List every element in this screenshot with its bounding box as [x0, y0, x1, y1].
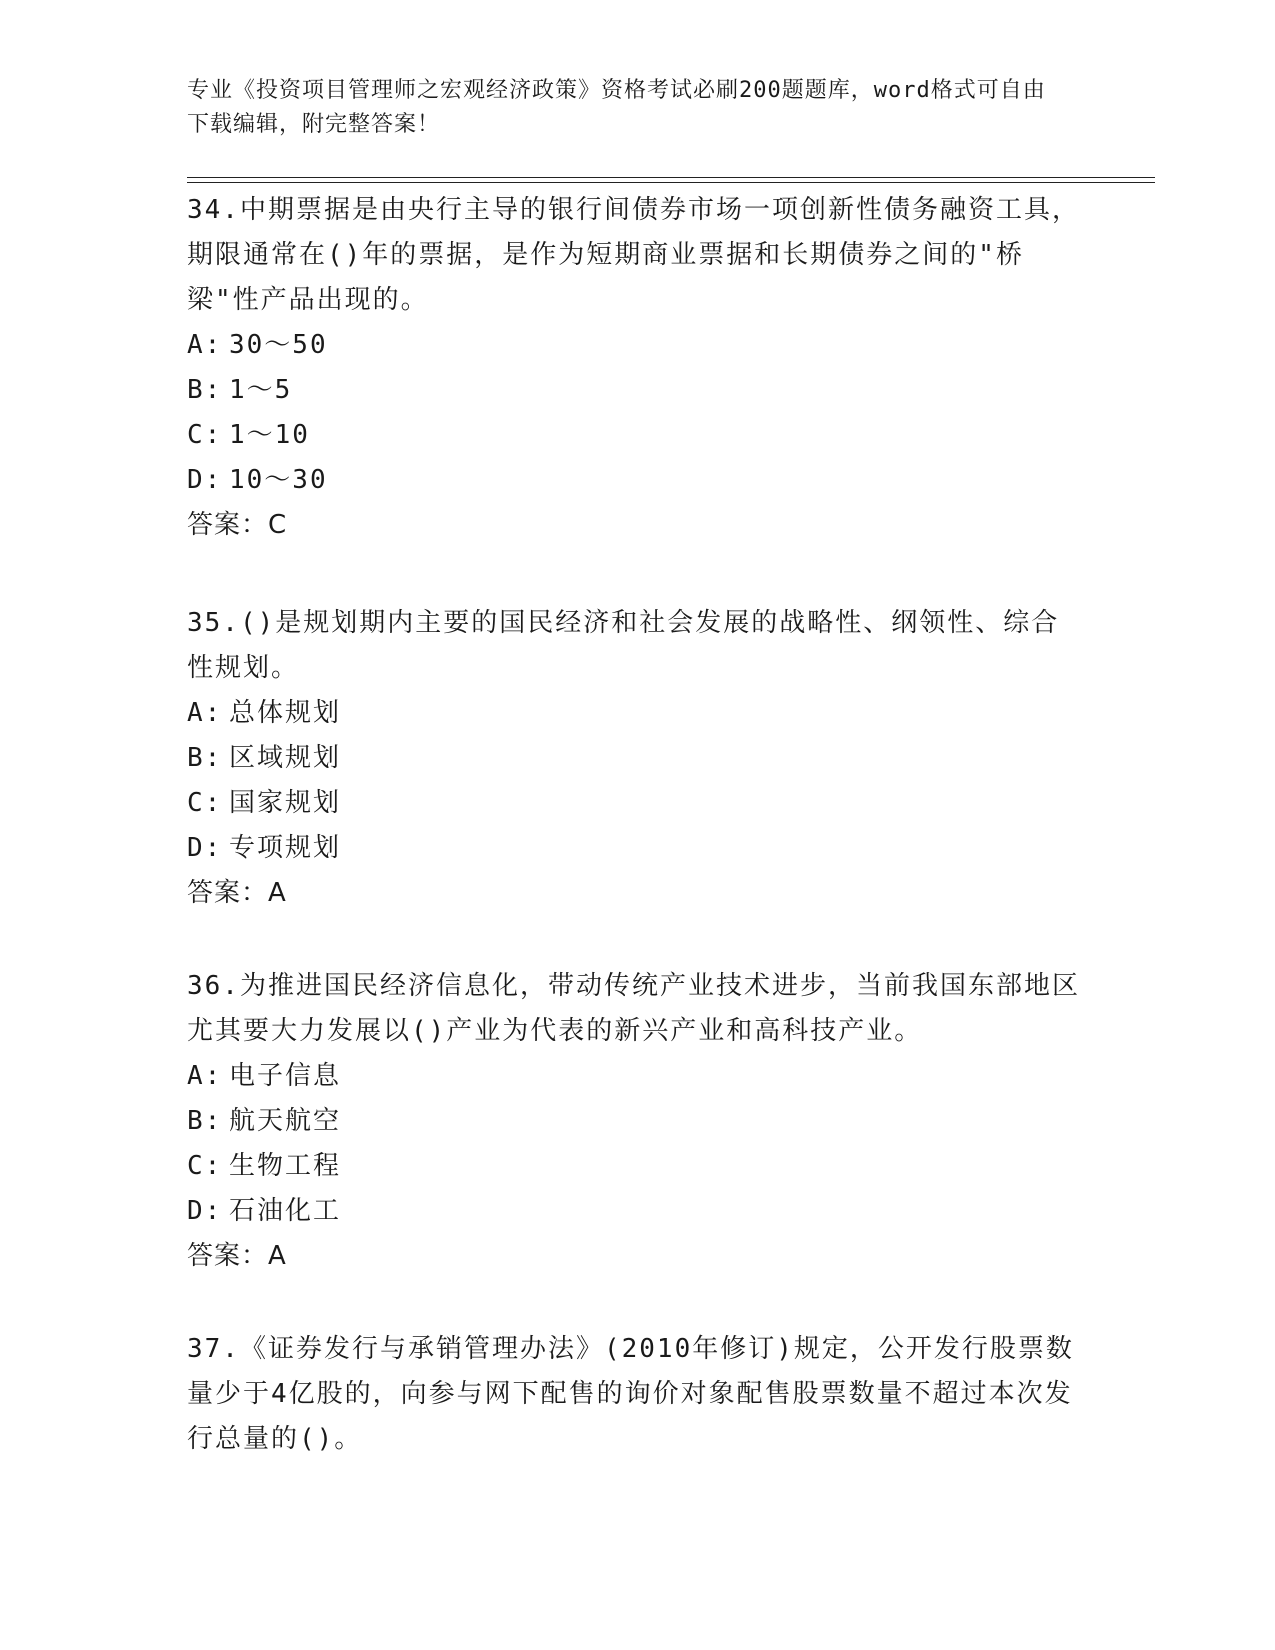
option-letter: D: — [187, 1196, 223, 1226]
option-d — [187, 826, 1087, 871]
option-letter: B: — [187, 1106, 223, 1136]
header-divider-top — [187, 177, 1155, 178]
option-text: 总体规划 — [229, 698, 342, 728]
option-text: 国家规划 — [229, 788, 342, 818]
option-d — [187, 458, 1087, 503]
option-text: 专项规划 — [229, 833, 342, 863]
option-c — [187, 413, 1087, 458]
option-text: 航天航空 — [229, 1106, 342, 1136]
answer-label: 答案：A — [187, 1241, 287, 1271]
option-text: 区域规划 — [229, 743, 342, 773]
option-text: 30～50 — [229, 330, 328, 360]
document-header: 专业《投资项目管理师之宏观经济政策》资格考试必刷200题题库，word格式可自由下载编辑，附完整答案！ — [187, 78, 1046, 137]
question-text: 37.《证券发行与承销管理办法》(2010年修订)规定，公开发行股票数量少于4亿股的，向参与网下配售的询价对象配售股票数量不超过本次发行总量的()。 — [187, 1334, 1074, 1454]
question-36 — [187, 964, 1087, 1279]
option-text: 电子信息 — [229, 1061, 342, 1091]
option-a — [187, 323, 1087, 368]
question-34 — [187, 188, 1087, 548]
option-b — [187, 1099, 1087, 1144]
option-b — [187, 736, 1087, 781]
answer-label: 答案：A — [187, 878, 287, 908]
option-letter: B: — [187, 743, 223, 773]
option-c — [187, 1144, 1087, 1189]
option-letter: D: — [187, 833, 223, 863]
option-letter: A: — [187, 330, 223, 360]
option-letter: B: — [187, 375, 223, 405]
option-a — [187, 691, 1087, 736]
header-divider-bottom — [187, 182, 1155, 183]
option-letter: A: — [187, 1061, 223, 1091]
option-text: 石油化工 — [229, 1196, 342, 1226]
question-text: 34.中期票据是由央行主导的银行间债券市场一项创新性债务融资工具，期限通常在()年的票据，是作为短期商业票据和长期债券之间的"桥梁"性产品出现的。 — [187, 195, 1080, 315]
answer-label: 答案：C — [187, 510, 288, 540]
option-d — [187, 1189, 1087, 1234]
option-letter: C: — [187, 420, 223, 450]
question-35 — [187, 601, 1087, 916]
option-letter: D: — [187, 465, 223, 495]
option-a — [187, 1054, 1087, 1099]
question-text: 35.()是规划期内主要的国民经济和社会发展的战略性、纲领性、综合性规划。 — [187, 608, 1060, 683]
option-text: 生物工程 — [229, 1151, 342, 1181]
option-letter: A: — [187, 698, 223, 728]
option-b — [187, 368, 1087, 413]
question-text: 36.为推进国民经济信息化，带动传统产业技术进步，当前我国东部地区尤其要大力发展以()产业为代表的新兴产业和高科技产业。 — [187, 971, 1080, 1046]
option-letter: C: — [187, 788, 223, 818]
option-text: 1～10 — [229, 420, 310, 450]
option-text: 1～5 — [229, 375, 293, 405]
option-text: 10～30 — [229, 465, 328, 495]
option-letter: C: — [187, 1151, 223, 1181]
question-37 — [187, 1327, 1087, 1462]
option-c — [187, 781, 1087, 826]
